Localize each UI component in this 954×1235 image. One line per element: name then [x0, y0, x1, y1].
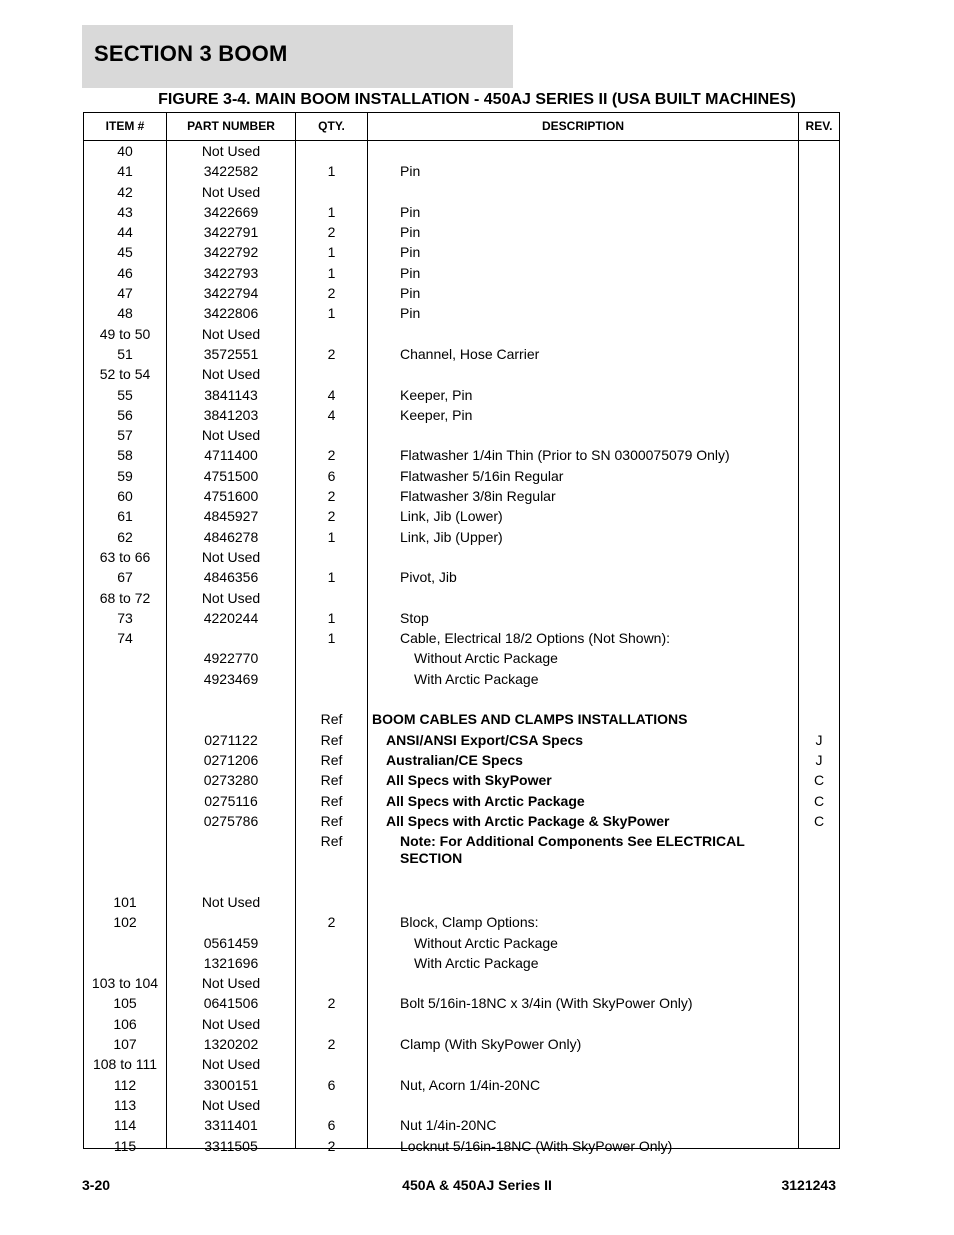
description-cell: Note: For Additional Components See ELECTRICAL SECTION: [400, 833, 745, 867]
col-header-description: DESCRIPTION: [541, 119, 624, 133]
quantity-cell: 2: [327, 488, 336, 505]
quantity-cell: Ref: [320, 731, 343, 748]
table-row: [84, 791, 839, 811]
part-number-cell: Not Used: [201, 548, 261, 565]
item-number-cell: 57: [117, 427, 133, 444]
description-cell: ANSI/ANSI Export/CSA Specs: [386, 731, 584, 748]
description-cell: Nut 1/4in-20NC: [400, 1117, 497, 1134]
quantity-cell: 1: [327, 569, 336, 586]
table-row: [84, 364, 839, 384]
description-cell: Link, Jib (Upper): [400, 528, 503, 545]
item-number-cell: 61: [117, 508, 133, 525]
item-number-cell: 47: [117, 285, 133, 302]
quantity-cell: 6: [327, 467, 336, 484]
part-number-cell: 0561459: [203, 934, 259, 951]
description-cell: Keeper, Pin: [400, 386, 473, 403]
table-row: [84, 750, 839, 770]
item-number-cell: 51: [117, 345, 133, 362]
description-cell: All Specs with Arctic Package: [386, 792, 585, 809]
part-number-cell: 3422806: [203, 305, 259, 322]
quantity-cell: 6: [327, 1076, 336, 1093]
revision-cell: J: [815, 731, 823, 748]
page-number: 3-20: [82, 1177, 111, 1193]
table-row: [84, 872, 839, 892]
part-number-cell: Not Used: [201, 975, 261, 992]
part-number-cell: 3841203: [203, 406, 259, 423]
quantity-cell: 2: [327, 224, 336, 241]
table-row: [84, 811, 839, 831]
parts-table: [83, 112, 840, 1154]
description-cell: Without Arctic Package: [414, 650, 558, 667]
table-row: [84, 709, 839, 729]
part-number-cell: 0275786: [203, 812, 259, 829]
part-number-cell: 4751500: [203, 467, 259, 484]
revision-cell: J: [815, 751, 823, 768]
part-number-cell: 3422669: [203, 203, 259, 220]
description-cell: Flatwasher 5/16in Regular: [400, 467, 564, 484]
model-name: 450A & 450AJ Series II: [402, 1177, 552, 1193]
table-row: [84, 831, 839, 872]
item-number-cell: 106: [113, 1015, 137, 1032]
table-row: [84, 182, 839, 202]
quantity-cell: 1: [327, 609, 336, 626]
description-cell: Clamp (With SkyPower Only): [400, 1036, 582, 1053]
item-number-cell: 52 to 54: [99, 366, 151, 383]
quantity-cell: 2: [327, 285, 336, 302]
description-cell: Bolt 5/16in-18NC x 3/4in (With SkyPower Only): [400, 995, 693, 1012]
table-row: [84, 385, 839, 405]
table-row: [84, 547, 839, 567]
item-number-cell: 67: [117, 569, 133, 586]
item-number-cell: 101: [113, 893, 137, 910]
item-number-cell: 108 to 111: [92, 1056, 158, 1073]
quantity-cell: 4: [327, 386, 336, 403]
table-row: [84, 973, 839, 993]
quantity-cell: 2: [327, 1137, 336, 1154]
table-row: [84, 953, 839, 973]
part-number-cell: 3422793: [203, 264, 259, 281]
item-number-cell: 115: [113, 1137, 137, 1154]
description-cell: Keeper, Pin: [400, 406, 473, 423]
part-number-cell: 3572551: [203, 345, 259, 362]
item-number-cell: 58: [117, 447, 133, 464]
table-row: [84, 1075, 839, 1095]
table-row: [84, 933, 839, 953]
item-number-cell: 62: [117, 528, 133, 545]
part-number-cell: 4220244: [203, 609, 259, 626]
description-cell: Cable, Electrical 18/2 Options (Not Shown):: [400, 630, 671, 647]
quantity-cell: 2: [327, 914, 336, 931]
table-body: [84, 141, 839, 1156]
item-number-cell: 59: [117, 467, 133, 484]
part-number-cell: Not Used: [201, 325, 261, 342]
description-cell: BOOM CABLES AND CLAMPS INSTALLATIONS: [372, 711, 688, 728]
item-number-cell: 113: [113, 1096, 137, 1113]
item-number-cell: 114: [113, 1117, 137, 1134]
description-cell: Pin: [400, 305, 421, 322]
part-number-cell: 3422791: [203, 224, 259, 241]
table-row: [84, 344, 839, 364]
col-header-qty: QTY.: [318, 119, 345, 133]
item-number-cell: 44: [117, 224, 133, 241]
description-cell: Flatwasher 1/4in Thin (Prior to SN 0300075079 Only): [400, 447, 730, 464]
item-number-cell: 41: [117, 163, 133, 180]
quantity-cell: Ref: [320, 772, 343, 789]
description-cell: Pivot, Jib: [400, 569, 457, 586]
item-number-cell: 40: [117, 143, 133, 159]
item-number-cell: 49 to 50: [99, 325, 151, 342]
description-cell: Pin: [400, 224, 421, 241]
quantity-cell: 2: [327, 995, 336, 1012]
description-cell: Pin: [400, 163, 421, 180]
item-number-cell: 56: [117, 406, 133, 423]
part-number-cell: 3311505: [204, 1137, 258, 1154]
table-row: [84, 242, 839, 262]
description-cell: Flatwasher 3/8in Regular: [400, 488, 556, 505]
item-number-cell: 68 to 72: [99, 589, 151, 606]
quantity-cell: 1: [327, 244, 336, 261]
description-cell: With Arctic Package: [414, 670, 539, 687]
part-number-cell: 4711400: [204, 447, 258, 464]
part-number-cell: Not Used: [201, 1015, 261, 1032]
table-row: [84, 202, 839, 222]
table-row: [84, 263, 839, 283]
description-cell: Australian/CE Specs: [386, 751, 523, 768]
table-row: [84, 628, 839, 648]
quantity-cell: 2: [327, 345, 336, 362]
description-cell: All Specs with Arctic Package & SkyPower: [386, 812, 670, 829]
figure-title: FIGURE 3-4. MAIN BOOM INSTALLATION - 450AJ SERIES II (USA BUILT MACHINES): [158, 91, 796, 108]
description-cell: Stop: [400, 609, 429, 626]
table-row: [84, 527, 839, 547]
description-cell: Block, Clamp Options:: [400, 914, 539, 931]
description-cell: Nut, Acorn 1/4in-20NC: [400, 1076, 541, 1093]
table-row: [84, 141, 839, 161]
table-row: [84, 324, 839, 344]
item-number-cell: 46: [117, 264, 133, 281]
table-row: [84, 161, 839, 181]
part-number-cell: 4845927: [203, 508, 259, 525]
item-number-cell: 112: [113, 1076, 137, 1093]
part-number-cell: 0273280: [203, 772, 259, 789]
item-number-cell: 55: [117, 386, 133, 403]
table-row: [84, 648, 839, 668]
part-number-cell: 3422794: [203, 285, 259, 302]
part-number-cell: 1320202: [203, 1036, 259, 1053]
table-row: [84, 1115, 839, 1135]
description-cell: Pin: [400, 264, 421, 281]
table-row: [84, 303, 839, 323]
description-cell: Without Arctic Package: [414, 934, 558, 951]
quantity-cell: Ref: [320, 833, 343, 850]
table-row: [84, 588, 839, 608]
part-number-cell: Not Used: [201, 183, 261, 200]
table-row: [84, 283, 839, 303]
item-number-cell: 63 to 66: [99, 548, 151, 565]
part-number-cell: 1321696: [203, 954, 259, 971]
quantity-cell: 2: [327, 1036, 336, 1053]
table-row: [84, 689, 839, 709]
part-number-cell: Not Used: [201, 1096, 261, 1113]
item-number-cell: 60: [117, 488, 133, 505]
quantity-cell: Ref: [320, 792, 343, 809]
part-number-cell: 3311401: [204, 1117, 258, 1134]
table-row: [84, 425, 839, 445]
quantity-cell: Ref: [320, 751, 343, 768]
section-title: SECTION 3 BOOM: [94, 41, 288, 66]
table-row: [84, 486, 839, 506]
table-header: [84, 113, 839, 141]
part-number-cell: 4846356: [203, 569, 259, 586]
part-number-cell: 0271122: [204, 731, 258, 748]
item-number-cell: 74: [117, 630, 133, 647]
table-row: [84, 993, 839, 1013]
quantity-cell: 1: [327, 264, 336, 281]
table-row: [84, 506, 839, 526]
part-number-cell: 4922770: [203, 650, 259, 667]
part-number-cell: 3300151: [203, 1076, 259, 1093]
part-number-cell: Not Used: [201, 589, 261, 606]
col-header-part-number: PART NUMBER: [187, 119, 275, 133]
revision-cell: C: [813, 772, 825, 789]
table-row: [84, 445, 839, 465]
table-row: [84, 608, 839, 628]
part-number-cell: Not Used: [201, 427, 261, 444]
item-number-cell: 102: [113, 914, 137, 931]
description-cell: Pin: [400, 203, 421, 220]
part-number-cell: 0271206: [203, 751, 259, 768]
col-header-rev: REV.: [805, 119, 833, 133]
quantity-cell: 1: [327, 630, 336, 647]
description-cell: Pin: [400, 285, 421, 302]
table-row: [84, 770, 839, 790]
quantity-cell: 6: [327, 1117, 336, 1134]
table-row: [84, 1014, 839, 1034]
quantity-cell: Ref: [320, 711, 343, 728]
item-number-cell: 48: [117, 305, 133, 322]
item-number-cell: 45: [117, 244, 133, 261]
item-number-cell: 103 to 104: [91, 975, 159, 992]
part-number-cell: 0275116: [204, 792, 258, 809]
part-number-cell: 3841143: [204, 386, 258, 403]
quantity-cell: 1: [327, 305, 336, 322]
quantity-cell: 2: [327, 447, 336, 464]
col-header-item: ITEM #: [105, 119, 145, 133]
table-row: [84, 567, 839, 587]
document-number: 3121243: [781, 1177, 836, 1193]
table-row: [84, 1136, 839, 1156]
table-row: [84, 466, 839, 486]
revision-cell: C: [813, 812, 825, 829]
table-row: [84, 405, 839, 425]
part-number-cell: Not Used: [201, 366, 261, 383]
quantity-cell: 1: [327, 528, 336, 545]
description-cell: With Arctic Package: [414, 954, 539, 971]
description-cell: Link, Jib (Lower): [400, 508, 503, 525]
table-row: [84, 669, 839, 689]
table-row: [84, 730, 839, 750]
part-number-cell: Not Used: [201, 893, 261, 910]
quantity-cell: 1: [327, 203, 336, 220]
part-number-cell: 3422792: [203, 244, 259, 261]
description-cell: Channel, Hose Carrier: [400, 345, 540, 362]
table-row: [84, 912, 839, 932]
part-number-cell: 4751600: [203, 488, 259, 505]
table-row: [84, 222, 839, 242]
quantity-cell: 1: [327, 163, 336, 180]
part-number-cell: 4923469: [203, 670, 259, 687]
part-number-cell: 4846278: [203, 528, 259, 545]
quantity-cell: 2: [327, 508, 336, 525]
quantity-cell: 4: [327, 406, 336, 423]
description-cell: All Specs with SkyPower: [386, 772, 552, 789]
item-number-cell: 105: [113, 995, 137, 1012]
revision-cell: C: [813, 792, 825, 809]
item-number-cell: 42: [117, 183, 133, 200]
quantity-cell: Ref: [320, 812, 343, 829]
table-row: [84, 1054, 839, 1074]
item-number-cell: 43: [117, 203, 133, 220]
table-row: [84, 1034, 839, 1054]
description-cell: Locknut 5/16in-18NC (With SkyPower Only): [400, 1137, 673, 1154]
part-number-cell: 0641506: [203, 995, 259, 1012]
table-row: [84, 1095, 839, 1115]
table-row: [84, 892, 839, 912]
item-number-cell: 73: [117, 609, 133, 626]
part-number-cell: 3422582: [203, 163, 259, 180]
part-number-cell: Not Used: [201, 143, 261, 159]
description-cell: Pin: [400, 244, 421, 261]
part-number-cell: Not Used: [201, 1056, 261, 1073]
item-number-cell: 107: [113, 1036, 137, 1053]
